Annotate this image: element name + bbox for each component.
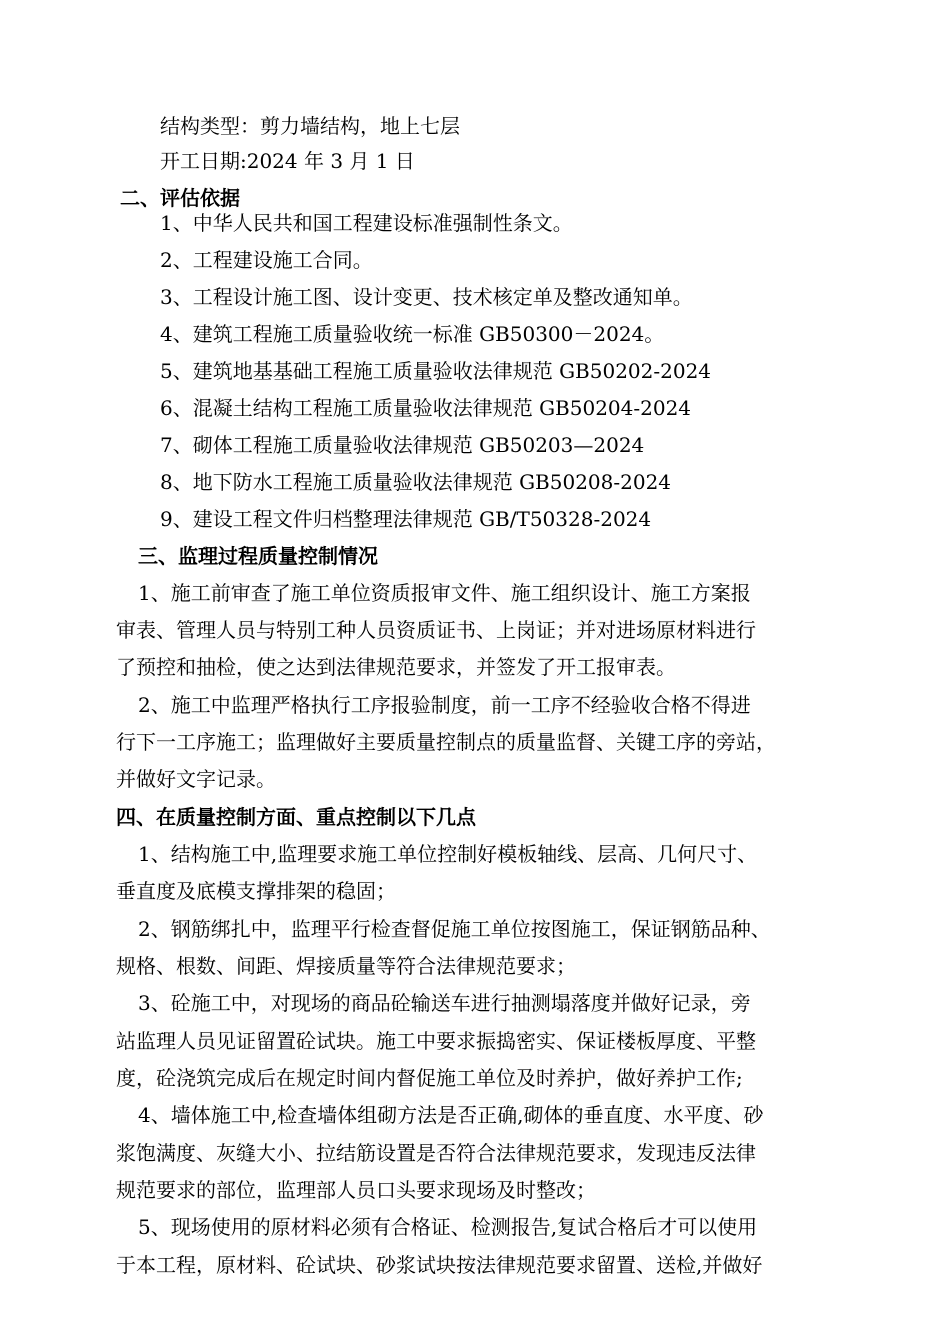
section4-para2-line2: 规格、根数、间距、焊接质量等符合法律规范要求； <box>116 954 576 978</box>
section4-para1-line1: 1、结构施工中,监理要求施工单位控制好模板轴线、层高、几何尺寸、 <box>138 842 758 866</box>
section2-item-3: 3、工程设计施工图、设计变更、技术核定单及整改通知单。 <box>160 285 693 309</box>
section3-title: 三、监理过程质量控制情况 <box>138 544 378 568</box>
section4-para2-line1: 2、钢筋绑扎中，监理平行检查督促施工单位按图施工，保证钢筋品种、 <box>138 917 771 941</box>
section2-title: 二、评估依据 <box>120 186 240 210</box>
section2-item-2: 2、工程建设施工合同。 <box>160 248 373 272</box>
section3-para1-line2: 审表、管理人员与特别工种人员资质证书、上岗证；并对进场原材料进行 <box>116 618 756 642</box>
section4-para4-line1: 4、墙体施工中,检查墙体组砌方法是否正确,砌体的垂直度、水平度、砂 <box>138 1103 764 1127</box>
section4-para3-line1: 3、砼施工中，对现场的商品砼输送车进行抽测塌落度并做好记录，旁 <box>138 991 751 1015</box>
section2-item-4: 4、建筑工程施工质量验收统一标准 GB50300－2024。 <box>160 322 665 346</box>
section4-para3-line2: 站监理人员见证留置砼试块。施工中要求振捣密实、保证楼板厚度、平整 <box>116 1029 756 1053</box>
section3-para2-line1: 2、施工中监理严格执行工序报验制度，前一工序不经验收合格不得进 <box>138 693 751 717</box>
section3-para2-line3: 并做好文字记录。 <box>116 767 276 791</box>
section4-para4-line3: 规范要求的部位，监理部人员口头要求现场及时整改； <box>116 1178 596 1202</box>
section4-para5-line2: 于本工程，原材料、砼试块、砂浆试块按法律规范要求留置、送检,并做好 <box>116 1253 763 1277</box>
section2-item-8: 8、地下防水工程施工质量验收法律规范 GB50208-2024 <box>160 470 672 494</box>
start-date-line: 开工日期:2024 年 3 月 1 日 <box>160 149 415 173</box>
section4-para1-line2: 垂直度及底模支撑排架的稳固； <box>116 879 396 903</box>
section2-item-6: 6、混凝土结构工程施工质量验收法律规范 GB50204-2024 <box>160 396 692 420</box>
section3-para2-line2: 行下一工序施工；监理做好主要质量控制点的质量监督、关键工序的旁站， <box>116 730 776 754</box>
section4-title: 四、在质量控制方面、重点控制以下几点 <box>116 805 476 829</box>
section3-para1-line1: 1、施工前审查了施工单位资质报审文件、施工组织设计、施工方案报 <box>138 581 751 605</box>
section4-para4-line2: 浆饱满度、灰缝大小、拉结筋设置是否符合法律规范要求，发现违反法律 <box>116 1141 756 1165</box>
section2-item-7: 7、砌体工程施工质量验收法律规范 GB50203—2024 <box>160 433 645 457</box>
section2-item-9: 9、建设工程文件归档整理法律规范 GB/T50328-2024 <box>160 507 652 531</box>
section4-para3-line3: 度，砼浇筑完成后在规定时间内督促施工单位及时养护，做好养护工作; <box>116 1066 743 1090</box>
section3-para1-line3: 了预控和抽检，使之达到法律规范要求，并签发了开工报审表。 <box>116 655 676 679</box>
section4-para5-line1: 5、现场使用的原材料必须有合格证、检测报告,复试合格后才可以使用 <box>138 1215 758 1239</box>
section2-item-5: 5、建筑地基基础工程施工质量验收法律规范 GB50202-2024 <box>160 359 712 383</box>
structure-type-line: 结构类型：剪力墙结构，地上七层 <box>160 114 460 138</box>
section2-item-1: 1、中华人民共和国工程建设标准强制性条文。 <box>160 211 573 235</box>
